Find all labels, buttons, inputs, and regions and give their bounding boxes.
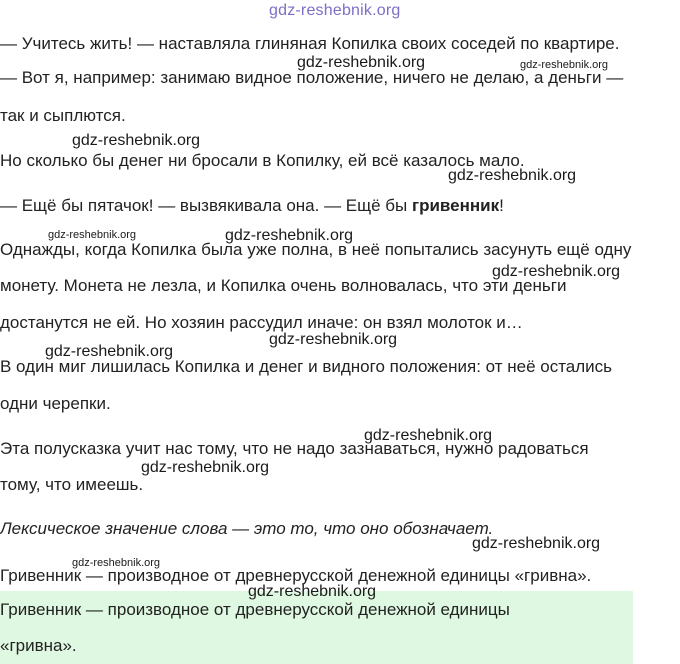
text-line: достанутся не ей. Но хозяин рассудил иначе: он взял молоток и…	[0, 313, 523, 332]
text-line: Но сколько бы денег ни бросали в Копилку, ей всё казалось мало.	[0, 151, 525, 170]
text-line: одни черепки.	[0, 394, 111, 413]
text-line: так и сыплются.	[0, 106, 126, 125]
definition-line: Лексическое значение слова — это то, что оно обозначает.	[0, 519, 494, 538]
text-line: — Учитесь жить! — наставляла глиняная Копилка своих соседей по квартире.	[0, 34, 620, 53]
watermark: gdz-reshebnik.org	[520, 59, 609, 71]
watermark: gdz-reshebnik.org	[225, 227, 354, 244]
watermark: gdz-reshebnik.org	[364, 427, 493, 444]
watermark: gdz-reshebnik.org	[45, 343, 174, 360]
watermark: gdz-reshebnik.org	[269, 2, 401, 19]
text-line: Эта полусказка учит нас тому, что не надо зазнаваться, нужно радоваться	[0, 439, 589, 458]
text-line: тому, что имеешь.	[0, 475, 144, 494]
watermark: gdz-reshebnik.org	[472, 535, 601, 552]
watermark: gdz-reshebnik.org	[72, 132, 201, 149]
answer-line: Гривенник — производное от древнерусской денежной единицы	[0, 600, 510, 619]
text-line	[0, 196, 504, 216]
text-line: — Вот я, например: занимаю видное положение, ничего не делаю, а деньги —	[0, 68, 624, 87]
watermark: gdz-reshebnik.org	[448, 167, 577, 184]
text-fragment: — Ещё бы пятачок! — вызвякивала она. — Ещё бы	[0, 196, 412, 215]
watermark: gdz-reshebnik.org	[297, 54, 426, 71]
watermark: gdz-reshebnik.org	[72, 557, 161, 569]
watermark: gdz-reshebnik.org	[48, 229, 137, 241]
watermark: gdz-reshebnik.org	[492, 263, 621, 280]
text-line: Гривенник — производное от древнерусской денежной единицы «гривна».	[0, 566, 592, 585]
text-fragment: !	[499, 196, 504, 215]
watermark: gdz-reshebnik.org	[269, 331, 398, 348]
answer-line: «гривна».	[0, 636, 77, 655]
text-line: В один миг лишилась Копилка и денег и видного положения: от неё остались	[0, 357, 613, 376]
watermark: gdz-reshebnik.org	[141, 459, 270, 476]
emphasized-word: гривенник	[411, 196, 500, 215]
text-line: Однажды, когда Копилка была уже полна, в неё попытались засунуть ещё одну	[0, 240, 632, 259]
text-line: монету. Монета не лезла, и Копилка очень волновалась, что эти деньги	[0, 276, 567, 295]
watermark: gdz-reshebnik.org	[248, 583, 377, 600]
